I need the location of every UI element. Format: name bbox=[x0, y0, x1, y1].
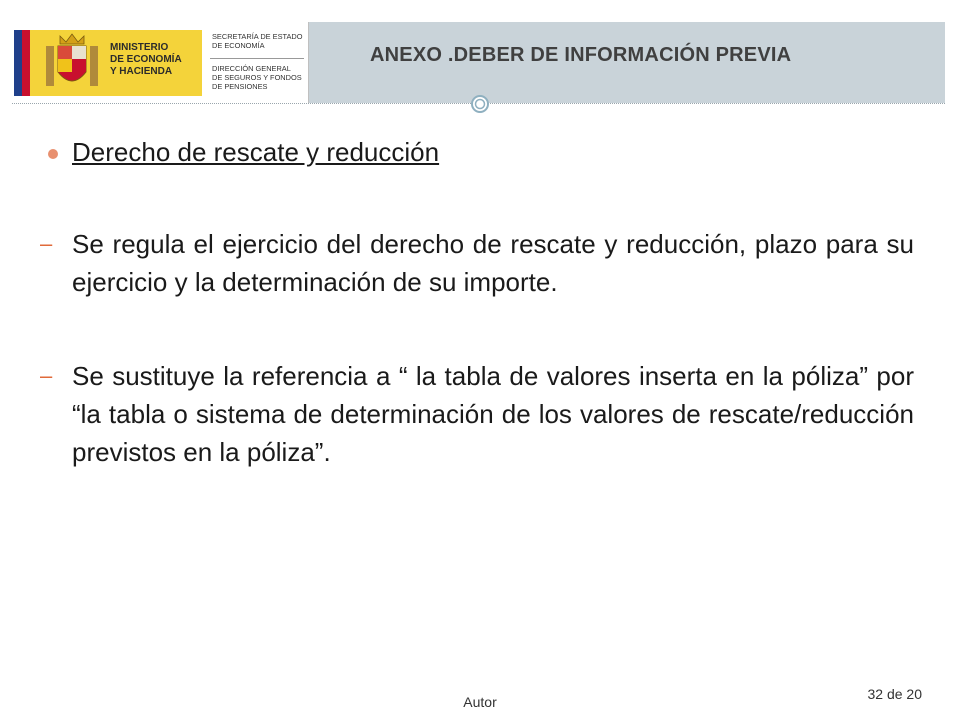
dash-bullet-1: – bbox=[40, 231, 53, 256]
eu-flag-strip bbox=[14, 30, 22, 96]
logo-ministry-text: MINISTERIO DE ECONOMÍA Y HACIENDA bbox=[110, 42, 182, 77]
logo-directorate-text: DIRECCIÓN GENERAL DE SEGUROS Y FONDOS DE PENSIONES bbox=[212, 64, 302, 91]
logo-secretariat-text: SECRETARÍA DE ESTADO DE ECONOMÍA bbox=[212, 32, 303, 50]
paragraph-2: Se sustituye la referencia a “ la tabla de valores inserta en la póliza” por “la tabla o sistema de determinación de los valores de rescate/reducción previstos en la póliza”. bbox=[72, 361, 914, 467]
page-number: 32 de 20 bbox=[867, 686, 922, 702]
circle-bullet-icon bbox=[48, 149, 58, 159]
ring-icon bbox=[470, 94, 490, 114]
ministry-logo bbox=[12, 22, 309, 103]
paragraph-1: Se regula el ejercicio del derecho de rescate y reducción, plazo para su ejercicio y la determinación de su importe. bbox=[72, 229, 914, 297]
footer-author: Autor bbox=[463, 694, 497, 710]
section-heading: Derecho de rescate y reducción bbox=[72, 137, 440, 167]
logo-separator bbox=[210, 58, 304, 59]
logo-red-strip bbox=[22, 30, 30, 96]
slide-title: ANEXO .DEBER DE INFORMACIÓN PREVIA bbox=[370, 44, 792, 66]
coat-of-arms-icon bbox=[40, 32, 104, 94]
dash-bullet-2: – bbox=[40, 363, 53, 388]
